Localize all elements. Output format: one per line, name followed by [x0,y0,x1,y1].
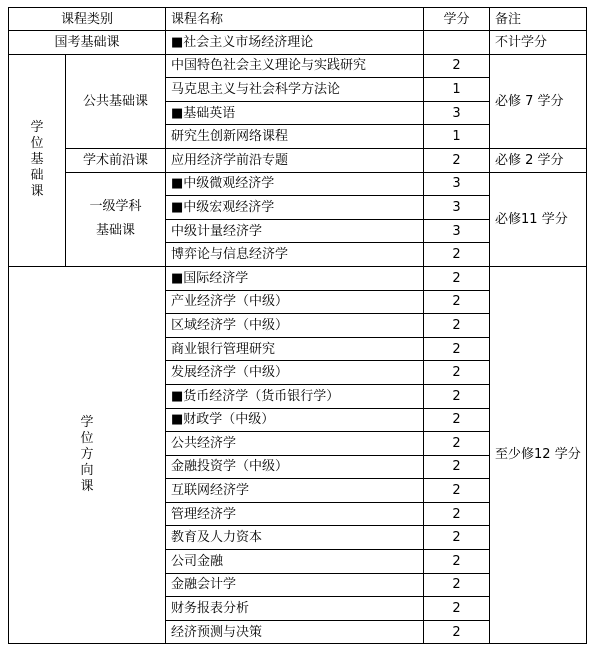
course-credit: 3 [424,219,490,243]
course-credit: 2 [424,550,490,574]
course-credit: 2 [424,573,490,597]
course-credit: 2 [424,432,490,456]
course-credit: 2 [424,266,490,290]
first-level-label-line1: 一级学科 [89,199,142,215]
course-credit: 3 [424,172,490,196]
course-credit: 2 [424,502,490,526]
national-category: 国考基础课 [9,31,166,55]
first-level-label-line2: 基础课 [96,223,136,239]
public-basic-note: 必修 7 学分 [490,54,587,148]
course-name: ■国际经济学 [166,266,424,290]
national-credit [424,31,490,55]
course-name: 互联网经济学 [166,479,424,503]
course-name: 博弈论与信息经济学 [166,243,424,267]
course-credit: 2 [424,479,490,503]
course-name: ■财政学（中级） [166,408,424,432]
course-name: ■基础英语 [166,101,424,125]
course-credit: 3 [424,101,490,125]
header-course-name: 课程名称 [166,8,424,31]
course-credit: 2 [424,526,490,550]
course-credit: 1 [424,78,490,102]
course-name: ■货币经济学（货币银行学） [166,384,424,408]
course-credit: 2 [424,361,490,385]
course-name: 经济预测与决策 [166,620,424,644]
course-table [8,7,587,644]
national-row [9,31,587,55]
direction-note: 至少修12 学分 [490,266,587,644]
course-name: 研究生创新网络课程 [166,125,424,149]
course-credit: 2 [424,384,490,408]
header-note: 备注 [490,8,587,31]
frontier-note: 必修 2 学分 [490,148,587,172]
table-row [9,148,587,172]
course-name: 管理经济学 [166,502,424,526]
course-credit: 2 [424,243,490,267]
course-credit: 2 [424,597,490,621]
course-credit: 2 [424,337,490,361]
national-note: 不计学分 [490,31,587,55]
table-row [9,172,587,196]
national-course: ■社会主义市场经济理论 [166,31,424,55]
course-credit: 2 [424,455,490,479]
public-basic-label: 公共基础课 [66,54,166,148]
course-name: 应用经济学前沿专题 [166,148,424,172]
course-credit: 2 [424,620,490,644]
course-name: 中国特色社会主义理论与实践研究 [166,54,424,78]
course-name: 财务报表分析 [166,597,424,621]
table-row [9,54,587,78]
course-credit: 2 [424,54,490,78]
course-name: 发展经济学（中级） [166,361,424,385]
course-credit: 2 [424,290,490,314]
course-name: 教育及人力资本 [166,526,424,550]
course-credit: 2 [424,148,490,172]
course-name: 商业银行管理研究 [166,337,424,361]
first-level-label [66,172,166,266]
degree-basic-label: 学位基础课 [9,54,66,266]
course-name: 金融投资学（中级） [166,455,424,479]
course-name: 公司金融 [166,550,424,574]
course-name: ■中级微观经济学 [166,172,424,196]
course-name: 公共经济学 [166,432,424,456]
course-credit: 2 [424,408,490,432]
course-credit: 2 [424,314,490,338]
course-name: 中级计量经济学 [166,219,424,243]
course-name: 区域经济学（中级） [166,314,424,338]
header-category: 课程类别 [9,8,166,31]
first-level-note: 必修11 学分 [490,172,587,266]
header-credit: 学分 [424,8,490,31]
course-name: ■中级宏观经济学 [166,196,424,220]
course-name: 马克思主义与社会科学方法论 [166,78,424,102]
course-name: 金融会计学 [166,573,424,597]
course-credit: 1 [424,125,490,149]
frontier-label: 学术前沿课 [66,148,166,172]
direction-label: 学位方向课 [9,266,166,644]
header-row [9,8,587,31]
table-row [9,266,587,290]
course-name: 产业经济学（中级） [166,290,424,314]
course-credit: 3 [424,196,490,220]
